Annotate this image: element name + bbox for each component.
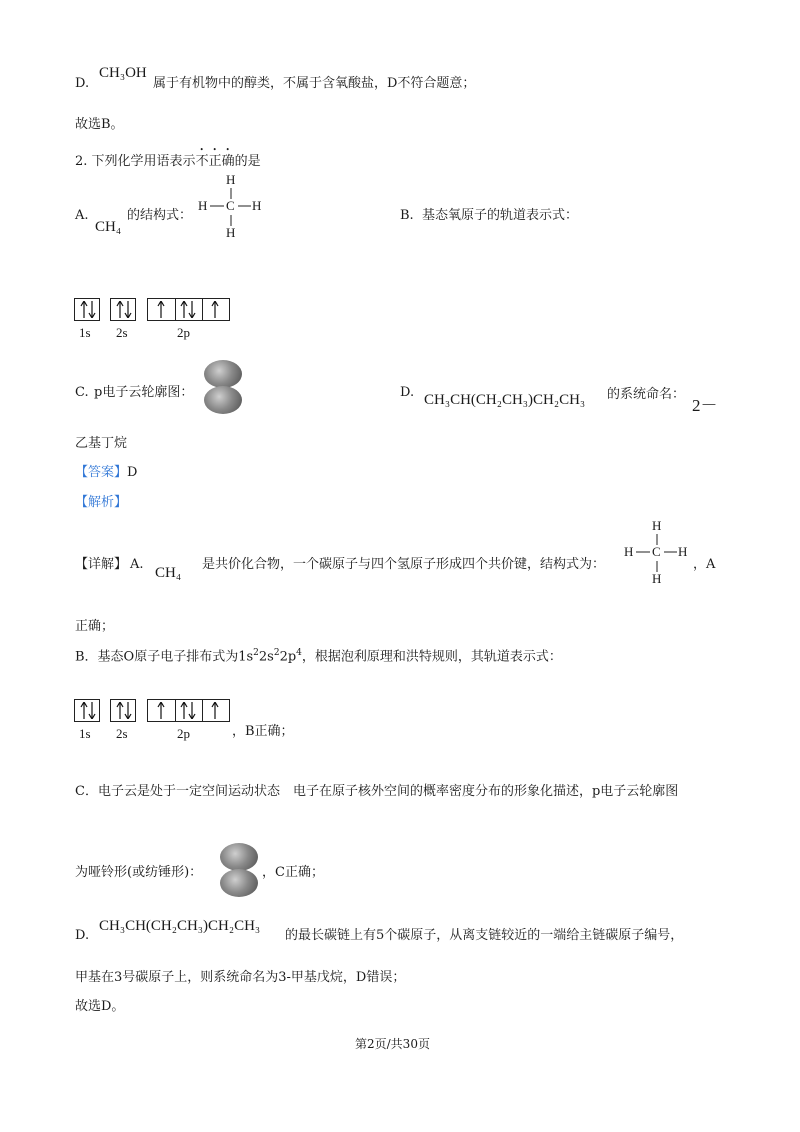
struct-c-center: C — [652, 544, 661, 559]
struct-h-right: H — [252, 198, 262, 213]
page-footer: 第2页/共30页 — [355, 1037, 430, 1051]
option-c-label: C. — [75, 385, 89, 400]
detail-b-orbital-diagram — [74, 699, 234, 744]
prev-option-d-formula: CH₃OH — [99, 65, 147, 81]
orbital-2s-box — [110, 298, 136, 321]
spin-up-arrow-icon — [80, 702, 88, 719]
spin-up-arrow-icon — [116, 702, 124, 719]
struct-c-center: C — [226, 198, 235, 213]
detail-a-continuation: 正确； — [75, 619, 115, 634]
detail-d-label: D. — [75, 928, 90, 943]
struct-bonds — [196, 172, 266, 242]
orbital-2p-box — [147, 298, 230, 321]
struct-h-left: H — [198, 198, 208, 213]
option-a-formula: CH₄ — [95, 219, 122, 235]
spin-up-arrow-icon — [180, 301, 188, 318]
p-orbital-dumbbell-icon — [203, 360, 243, 414]
option-a-label: A. — [75, 208, 89, 223]
orbital-label-2p: 2p — [177, 726, 190, 741]
orbital-2p-box — [147, 699, 230, 722]
orbital-2s-box — [110, 699, 136, 722]
detail-a-text: 是共价化合物，一个碳原子与四个氢原子形成四个共价键，结构式为： — [202, 557, 606, 572]
struct-h-top: H — [226, 172, 236, 187]
spin-down-arrow-icon — [124, 301, 132, 318]
spin-up-arrow-icon — [180, 702, 188, 719]
detail-d-formula: CH₃CH(CH₂CH₃)CH₂CH₃ — [99, 918, 261, 934]
struct-h-top: H — [652, 518, 662, 533]
spin-up-arrow-icon — [157, 301, 165, 318]
detail-b-sup-3: 4 — [296, 648, 302, 658]
detail-c-continuation-2: ，C正确； — [262, 865, 324, 880]
detail-b-sup-2: 2 — [273, 648, 280, 658]
question-stem-after: 的是 — [234, 154, 261, 169]
question-stem — [75, 146, 261, 170]
detail-c-continuation-1: 为哑铃形(或纺锤形)： — [75, 865, 203, 880]
detail-b-line — [75, 648, 562, 665]
answer-value: D — [127, 465, 138, 480]
detail-structural-formula — [622, 518, 692, 588]
spin-up-arrow-icon — [211, 702, 219, 719]
orbital-label-2s: 2s — [116, 726, 128, 741]
orbital-1s-box — [74, 298, 100, 321]
detail-d-text: 的最长碳链上有5个碳原子，从离支链较近的一端给主链碳原子编号， — [285, 928, 684, 943]
detail-a-label: A. — [130, 557, 144, 572]
prev-option-d-text: 属于有机物中的醇类，不属于含氧酸盐，D不符合题意； — [153, 76, 476, 91]
detail-d-continuation: 甲基在3号碳原子上，则系统命名为3-甲基戊烷，D错误； — [75, 970, 406, 985]
detail-c-text: C．电子云是处于一定空间运动状态 电子在原子核外空间的概率密度分布的形象化描述，p电子云轮廓图 — [75, 784, 679, 799]
orbital-label-1s: 1s — [79, 726, 91, 741]
option-d-text: 的系统命名： — [607, 387, 686, 402]
option-b-text: 基态氧原子的轨道表示式： — [422, 208, 579, 223]
detail-tag: 【详解】 — [75, 557, 128, 572]
spin-down-arrow-icon — [188, 702, 196, 719]
orbital-label-1s: 1s — [79, 325, 91, 340]
detail-b-text-4: ，根据泡利原理和洪特规则，其轨道表示式： — [301, 649, 562, 665]
detail-b-sup-1: 2 — [253, 648, 259, 658]
detail-b-text-2: 2s — [258, 649, 274, 665]
option-a-structural-formula — [196, 172, 266, 242]
detail-a-suffix: ，A — [693, 557, 716, 572]
choose-b-text: 故选B。 — [75, 117, 124, 132]
option-d-name-part2: 乙基丁烷 — [75, 436, 128, 451]
orbital-label-2p: 2p — [177, 325, 190, 340]
detail-choose-d: 故选D。 — [75, 999, 125, 1014]
option-a-text: 的结构式： — [127, 208, 193, 223]
detail-b-result: ，B正确； — [232, 724, 294, 739]
answer-tag — [75, 465, 137, 481]
question-stem-emphasis: 不正确 — [195, 154, 235, 169]
spin-up-arrow-icon — [157, 702, 165, 719]
struct-h-left: H — [624, 544, 634, 559]
detail-b-text-3: 2p — [279, 649, 297, 665]
option-d-label: D. — [400, 385, 415, 400]
orbital-1s-box — [74, 699, 100, 722]
struct-h-bottom: H — [652, 571, 662, 586]
detail-b-text-1: B．基态O原子电子排布式为1s — [75, 649, 254, 665]
option-b-orbital-diagram — [74, 298, 234, 343]
spin-up-arrow-icon — [80, 301, 88, 318]
spin-up-arrow-icon — [116, 301, 124, 318]
struct-h-bottom: H — [226, 225, 236, 240]
analysis-tag: 【解析】 — [75, 495, 128, 510]
option-d-name-part1: 2－ — [692, 396, 718, 415]
spin-down-arrow-icon — [188, 301, 196, 318]
option-b-label: B. — [400, 208, 414, 223]
struct-bonds — [622, 518, 692, 588]
prev-option-d-label: D. — [75, 76, 90, 91]
orbital-label-2s: 2s — [116, 325, 128, 340]
question-number: 2. — [75, 154, 88, 169]
question-stem-before: 下列化学用语表示 — [91, 154, 196, 169]
struct-h-right: H — [678, 544, 688, 559]
option-c-text: p电子云轮廓图： — [94, 385, 194, 400]
option-d-formula: CH₃CH(CH₂CH₃)CH₂CH₃ — [424, 392, 586, 408]
spin-down-arrow-icon — [124, 702, 132, 719]
detail-a-formula: CH₄ — [155, 565, 182, 581]
answer-tag-label: 【答案】 — [75, 465, 128, 480]
spin-up-arrow-icon — [211, 301, 219, 318]
spin-down-arrow-icon — [88, 702, 96, 719]
spin-down-arrow-icon — [88, 301, 96, 318]
detail-p-orbital-dumbbell-icon — [219, 843, 259, 897]
